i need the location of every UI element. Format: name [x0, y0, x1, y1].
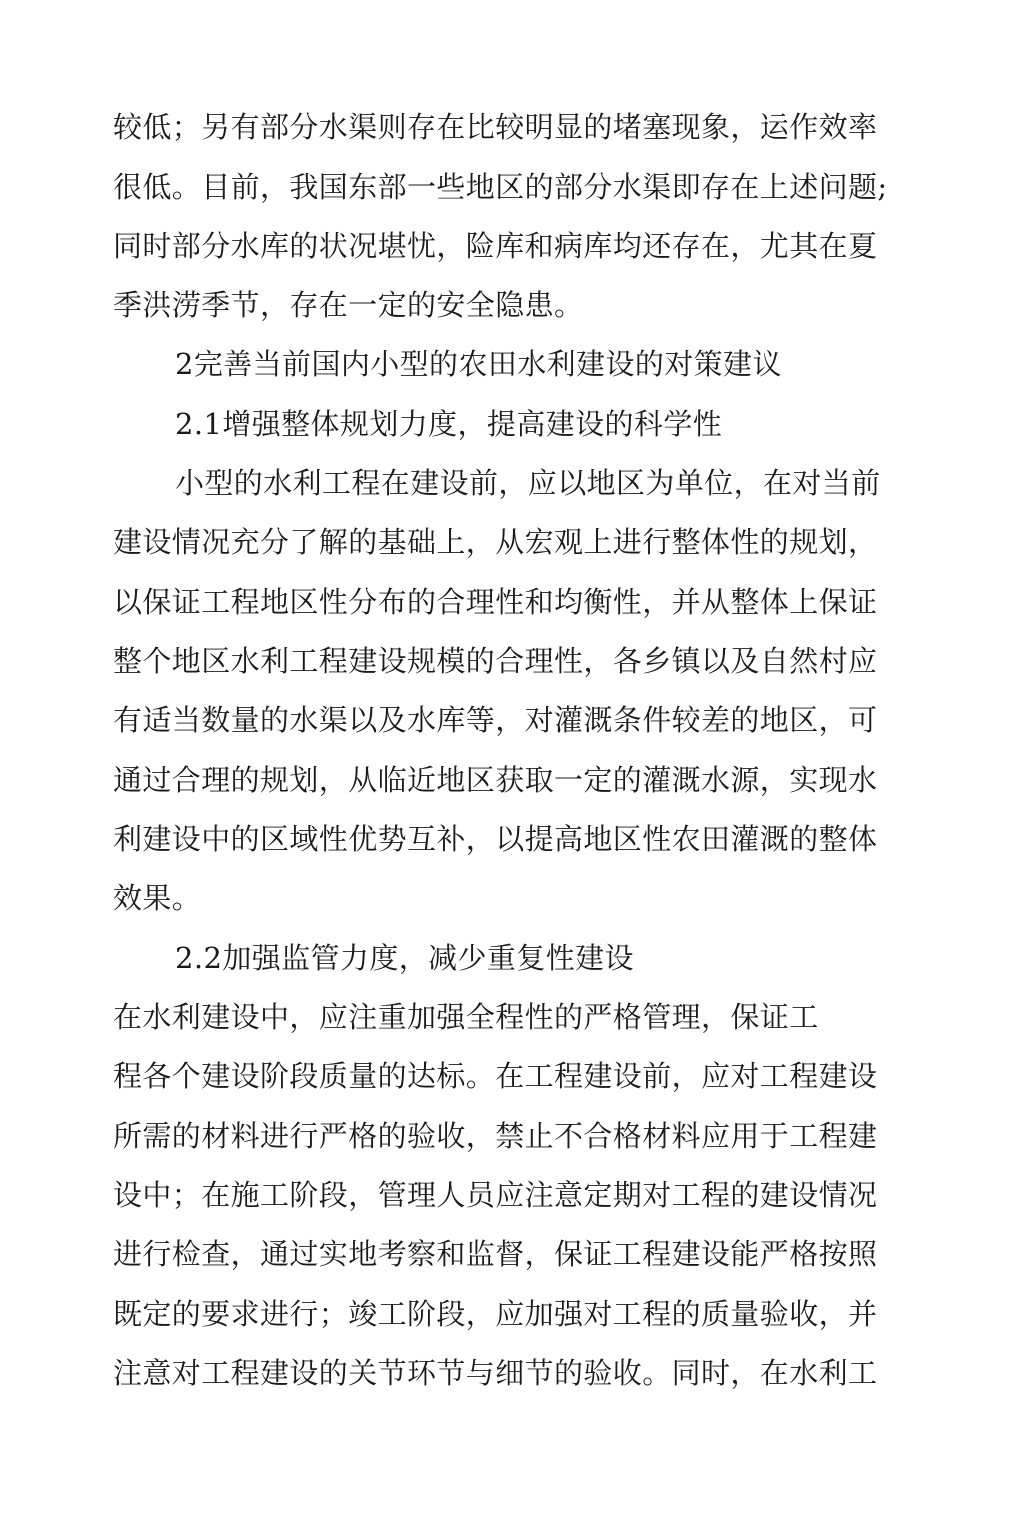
- paragraph-line: 同时部分水库的状况堪忧，险库和病库均还存在，尤其在夏: [113, 229, 878, 263]
- paragraph-line: 很低。目前，我国东部一些地区的部分水渠即存在上述问题;: [113, 170, 888, 204]
- subsection-heading: 2.2加强监管力度，减少重复性建设: [175, 941, 634, 975]
- paragraph-line: 季洪涝季节，存在一定的安全隐患。: [113, 288, 584, 322]
- paragraph-line: 以保证工程地区性分布的合理性和均衡性，并从整体上保证: [113, 585, 878, 619]
- paragraph-line: 设中；在施工阶段，管理人员应注意定期对工程的建设情况: [113, 1178, 878, 1212]
- paragraph-line: 既定的要求进行；竣工阶段，应加强对工程的质量验收，并: [113, 1297, 878, 1331]
- paragraph-line: 在水利建设中，应注重加强全程性的严格管理，保证工: [113, 1000, 819, 1034]
- paragraph-line: 效果。: [113, 881, 202, 915]
- subsection-heading: 2.1增强整体规划力度，提高建设的科学性: [175, 407, 723, 441]
- section-heading: 2完善当前国内小型的农田水利建设的对策建议: [175, 347, 782, 381]
- paragraph-line: 所需的材料进行严格的验收，禁止不合格材料应用于工程建: [113, 1119, 878, 1153]
- paragraph-line: 进行检查，通过实地考察和监督，保证工程建设能严格按照: [113, 1237, 878, 1271]
- paragraph-line: 建设情况充分了解的基础上，从宏观上进行整体性的规划，: [113, 525, 878, 559]
- paragraph-line: 较低；另有部分水渠则存在比较明显的堵塞现象，运作效率: [113, 110, 878, 144]
- paragraph-line: 整个地区水利工程建设规模的合理性，各乡镇以及自然村应: [113, 644, 878, 678]
- paragraph-line: 利建设中的区域性优势互补，以提高地区性农田灌溉的整体: [113, 822, 878, 856]
- paragraph-line: 程各个建设阶段质量的达标。在工程建设前，应对工程建设: [113, 1059, 878, 1093]
- paragraph-line: 小型的水利工程在建设前，应以地区为单位，在对当前: [175, 466, 881, 500]
- paragraph-line: 注意对工程建设的关节环节与细节的验收。同时，在水利工: [113, 1356, 878, 1390]
- paragraph-line: 有适当数量的水渠以及水库等，对灌溉条件较差的地区，可: [113, 703, 878, 737]
- paragraph-line: 通过合理的规划，从临近地区获取一定的灌溉水源，实现水: [113, 763, 878, 797]
